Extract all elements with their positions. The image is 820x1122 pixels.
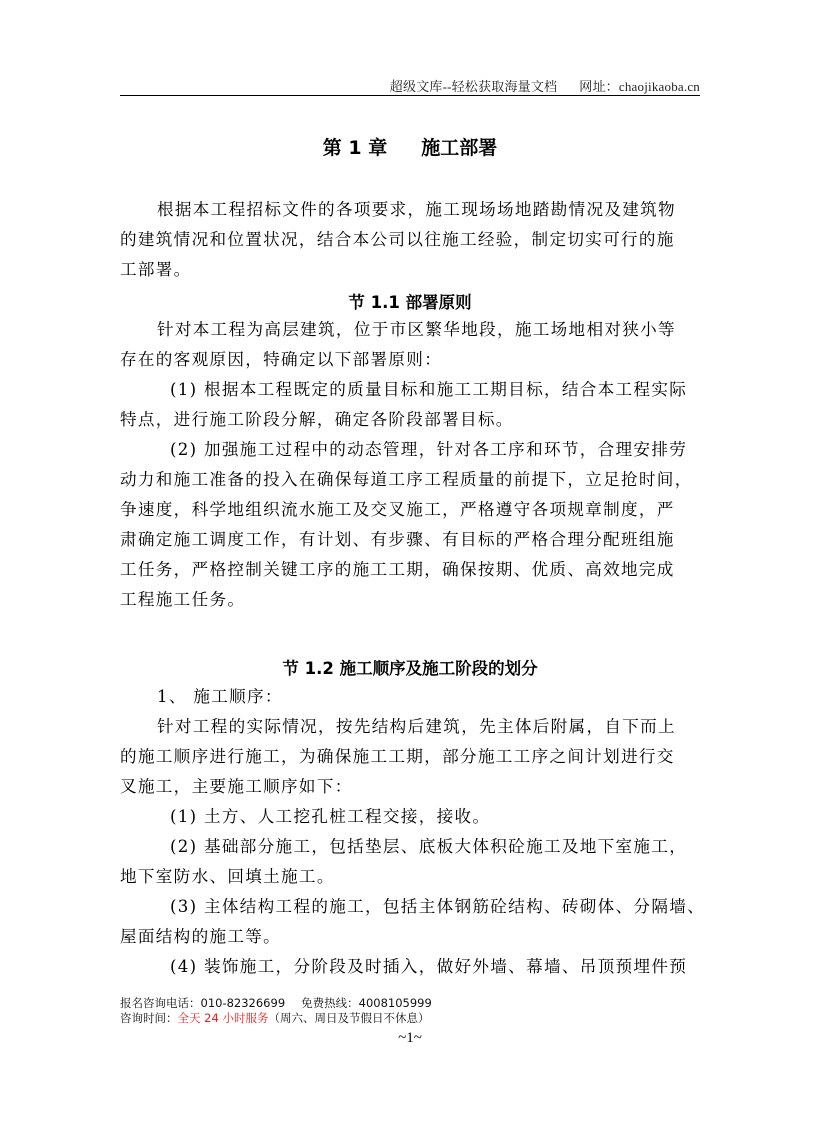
list-item-line: 地下室防水、回填土施工。 bbox=[120, 867, 335, 886]
phone-label: 报名咨询电话： bbox=[120, 996, 201, 1010]
footer-contact-line bbox=[120, 996, 540, 1011]
header-url-label: 网址： bbox=[579, 79, 619, 94]
section-1-1-body bbox=[120, 315, 704, 615]
list-item-line: (4) 装饰施工，分阶段及时插入，做好外墙、幕墙、吊顶预埋件预 bbox=[170, 957, 688, 976]
list-item-line: 肃确定施工调度工作，有计划、有步骤、有目标的严格合理分配班组施 bbox=[120, 530, 675, 549]
chapter-number: 第 1 章 bbox=[322, 137, 388, 159]
header-url-link[interactable]: chaojikaoba.cn bbox=[618, 79, 700, 94]
hours-label: 咨询时间： bbox=[120, 1011, 178, 1025]
phone-number: 010-82326699 bbox=[200, 996, 286, 1010]
list-item-line: (2) 加强施工过程中的动态管理，针对各工序和环节，合理安排劳 bbox=[170, 440, 688, 459]
list-item-line: 屋面结构的施工等。 bbox=[120, 927, 282, 946]
paragraph-line: 针对本工程为高层建筑，位于市区繁华地段，施工场地相对狭小等 bbox=[157, 320, 676, 339]
page-header bbox=[120, 76, 700, 95]
list-item-line: 特点，进行施工阶段分解，确定各阶段部署目标。 bbox=[120, 410, 514, 429]
section-title-1-1: 节 1.1 部署原则 bbox=[348, 293, 472, 312]
list-item-line: (2) 基础部分施工，包括垫层、底板大体积砼施工及地下室施工， bbox=[170, 837, 688, 856]
paragraph-line: 的施工顺序进行施工，为确保施工工期，部分施工工序之间计划进行交 bbox=[120, 747, 675, 766]
intro-paragraph bbox=[120, 195, 704, 285]
paragraph-line: 存在的客观原因，特确定以下部署原则： bbox=[120, 350, 443, 369]
paragraph-line: 的建筑情况和位置状况，结合本公司以往施工经验，制定切实可行的施 bbox=[120, 230, 675, 249]
paragraph-line: 针对工程的实际情况，按先结构后建筑，先主体后附属，自下而上 bbox=[157, 717, 676, 736]
list-item-line: 争速度，科学地组织流水施工及交叉施工，严格遵守各项规章制度，严 bbox=[120, 500, 675, 519]
paragraph-line: 叉施工，主要施工顺序如下： bbox=[120, 777, 353, 796]
subheading: 1、 施工顺序： bbox=[157, 687, 283, 706]
paragraph-line: 工部署。 bbox=[120, 260, 192, 279]
list-item-line: 工任务，严格控制关键工序的施工工期，确保按期、优质、高效地完成 bbox=[120, 560, 675, 579]
hotline-number: 4008105999 bbox=[358, 996, 432, 1010]
list-item-line: (1) 根据本工程既定的质量目标和施工工期目标，结合本工程实际 bbox=[170, 380, 688, 399]
chapter-title bbox=[120, 133, 700, 160]
footer-hours-line bbox=[120, 1011, 540, 1026]
hotline-label: 免费热线： bbox=[301, 996, 359, 1010]
paragraph-line: 根据本工程招标文件的各项要求，施工现场场地踏勘情况及建筑物 bbox=[157, 200, 676, 219]
hours-note: （周六、周日及节假日不休息） bbox=[268, 1011, 430, 1025]
list-item-line: 动力和施工准备的投入在确保每道工序工程质量的前提下，立足抢时间， bbox=[120, 470, 693, 489]
header-site-name: 超级文库--轻松获取海量文档 bbox=[389, 79, 558, 94]
chapter-name: 施工部署 bbox=[421, 137, 498, 159]
hours-highlight: 全天 24 小时服务 bbox=[177, 1011, 269, 1025]
page-number: ~1~ bbox=[398, 1030, 422, 1046]
section-title-1-2: 节 1.2 施工顺序及施工阶段的划分 bbox=[282, 659, 538, 678]
list-item-line: (1) 土方、人工挖孔桩工程交接，接收。 bbox=[170, 807, 491, 826]
list-item-line: 工程施工任务。 bbox=[120, 590, 246, 609]
list-item-line: (3) 主体结构工程的施工，包括主体钢筋砼结构、砖砌体、分隔墙、 bbox=[170, 897, 706, 916]
page-footer bbox=[120, 996, 540, 1026]
section-1-2-body bbox=[120, 682, 704, 982]
header-divider bbox=[120, 95, 700, 96]
